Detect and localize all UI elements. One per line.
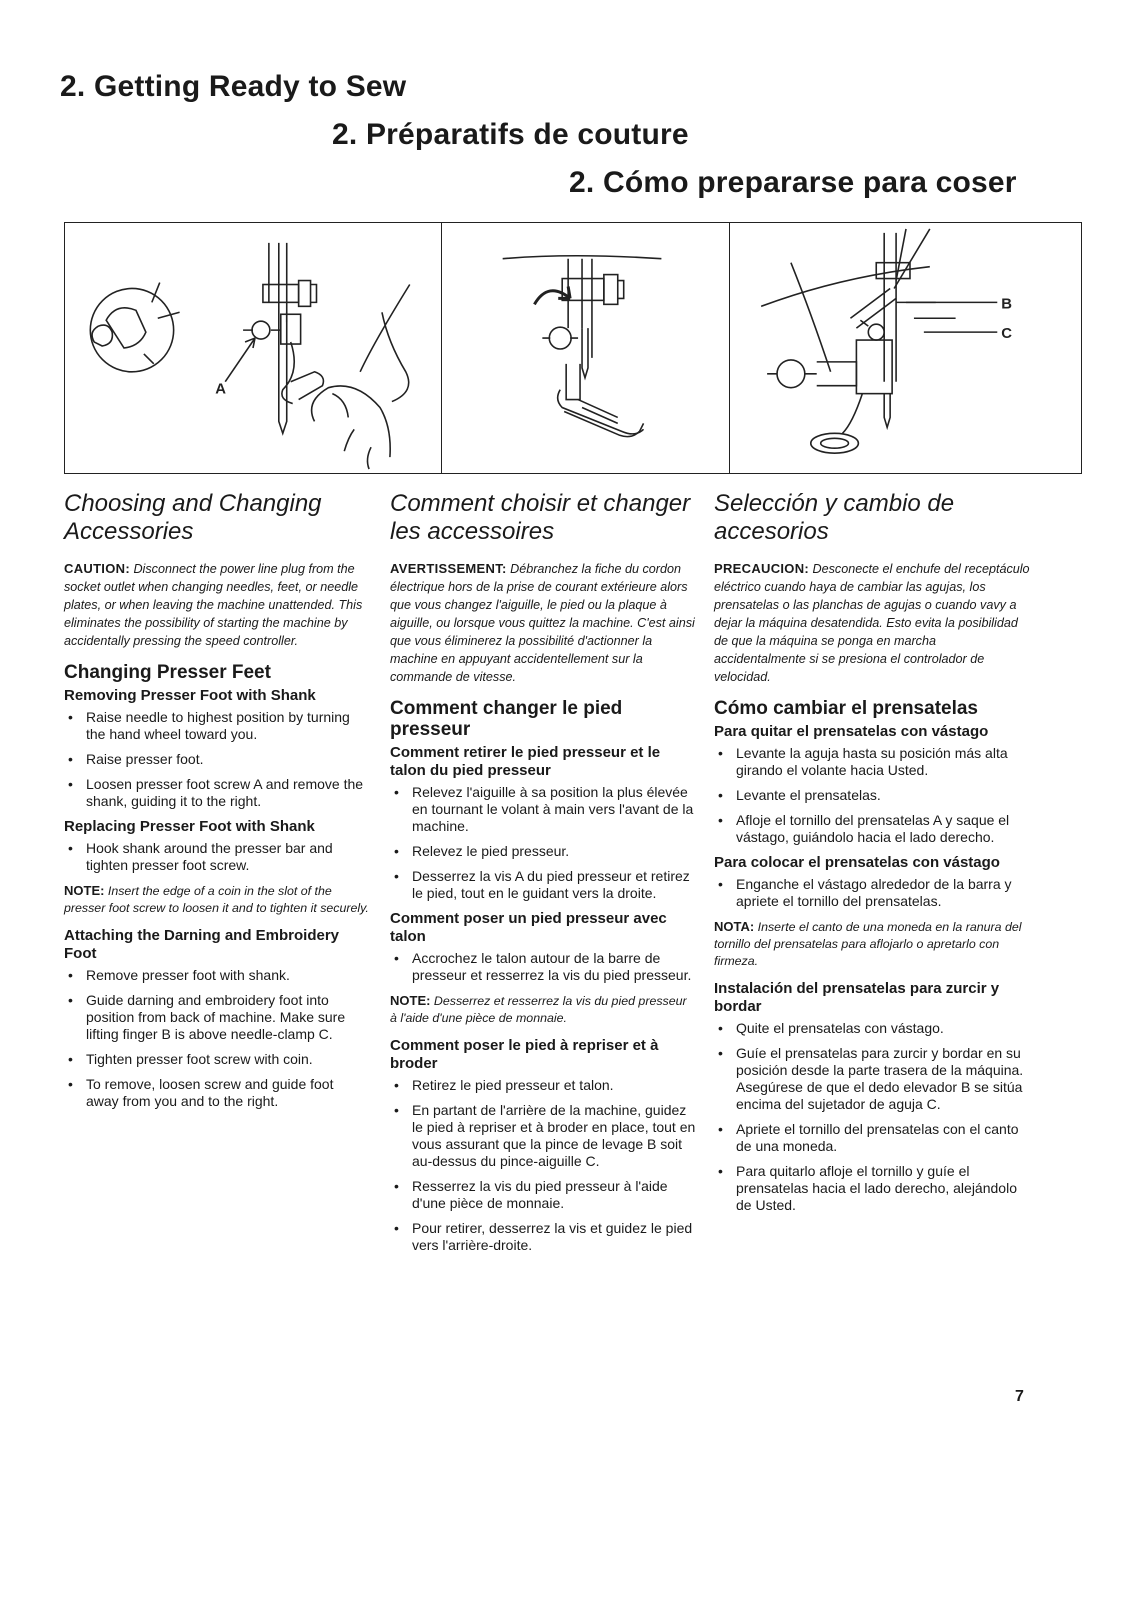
instruction-list	[714, 1020, 1030, 1214]
list-item: • Guide darning and embroidery foot into position from back of machine. Make sure lifting finger B is above needle-clamp C.	[64, 992, 370, 1043]
heading-spanish: 2. Cómo prepararse para coser	[569, 166, 1017, 199]
list-item: • Tighten presser foot screw with coin.	[64, 1051, 370, 1068]
caution-label: PRECAUCION:	[714, 561, 810, 576]
subsection-heading: Para colocar el prensatelas con vástago	[714, 854, 1000, 871]
figure-darning-foot	[729, 223, 1084, 473]
subsection-heading: Comment retirer le pied presseur et le talon du pied presseur	[390, 744, 661, 779]
column-spanish	[714, 490, 1030, 1222]
heading-english: 2. Getting Ready to Sew	[60, 70, 407, 103]
list-item: • Loosen presser foot screw A and remove the shank, guiding it to the right.	[64, 776, 370, 810]
section-title: Comment choisir et changer les accessoires	[390, 490, 691, 545]
section-title: Choosing and Changing Accessories	[64, 490, 322, 545]
heading-french: 2. Préparatifs de couture	[332, 118, 689, 151]
instruction-list	[64, 840, 370, 874]
list-item: • Accrochez le talon autour de la barre de presseur et resserrez la vis du pied presseur.	[390, 950, 696, 984]
list-item: • Hook shank around the presser bar and tighten presser foot screw.	[64, 840, 370, 874]
subsection-heading: Attaching the Darning and Embroidery Foot	[64, 927, 340, 962]
caution-text: Débranchez la fiche du cordon électrique hors de la prise de courant extérieure alors que vous changez l'aiguille, le pied ou la plaque à aiguille, ou lorsque vous quittez la machine. C'est ainsi que vous éliminerez la possibilité d'actionner la machine en appuyant accidentellement sur la commande de vitesse.	[390, 562, 695, 684]
section-title: Selección y cambio de accesorios	[714, 490, 955, 545]
figure-label-b: B	[1001, 296, 1012, 313]
figure-label-c: C	[1001, 326, 1012, 343]
list-item: • Enganche el vástago alrededor de la barra y apriete el tornillo del prensatelas.	[714, 876, 1030, 910]
caution-paragraph	[390, 560, 696, 686]
replace-foot-illustration	[442, 223, 730, 473]
subsection-heading: Replacing Presser Foot with Shank	[64, 818, 315, 835]
caution-label: CAUTION:	[64, 561, 130, 576]
section-heading: Cómo cambiar el prensatelas	[714, 698, 978, 719]
list-item: • To remove, loosen screw and guide foot away from you and to the right.	[64, 1076, 370, 1110]
subsection-heading: Para quitar el prensatelas con vástago	[714, 723, 989, 740]
list-item: • Guíe el prensatelas para zurcir y bordar en su posición desde la parte trasera de la máquina. Asegúrese de que el dedo elevador B se sitúa encima del sujetador de aguja C.	[714, 1045, 1030, 1113]
caution-text: Disconnect the power line plug from the socket outlet when changing needles, feet, or needle plates, or when leaving the machine unattended. This eliminates the possibility of starting the machine by accidentally pressing the speed controller.	[64, 562, 363, 648]
subsection-heading: Comment poser un pied presseur avec talon	[390, 910, 667, 945]
note-paragraph	[714, 918, 1030, 970]
column-french	[390, 490, 696, 1262]
caution-paragraph	[64, 560, 370, 650]
list-item: • En partant de l'arrière de la machine, guidez le pied à repriser et à broder en place, tout en vous assurant que la pince de levage B soit au-dessus du pince-aiguille C.	[390, 1102, 696, 1170]
instruction-list	[390, 1077, 696, 1254]
instruction-list	[714, 745, 1030, 846]
list-item: • Quite el prensatelas con vástago.	[714, 1020, 1030, 1037]
instruction-list	[390, 950, 696, 984]
remove-foot-illustration	[65, 223, 441, 473]
figure-remove-presser-foot	[65, 223, 441, 473]
note-text: Inserte el canto de una moneda en la ranura del tornillo del prensatelas para aflojarlo o apretarlo con firmeza.	[714, 920, 1022, 968]
subsection-heading: Comment poser le pied à repriser et à broder	[390, 1037, 659, 1072]
instruction-list	[714, 876, 1030, 910]
note-text: Insert the edge of a coin in the slot of the presser foot screw to loosen it and to tighten it securely.	[64, 884, 369, 915]
caution-paragraph	[714, 560, 1030, 686]
note-paragraph	[64, 882, 370, 917]
list-item: • Raise needle to highest position by turning the hand wheel toward you.	[64, 709, 370, 743]
note-label: NOTA:	[714, 919, 755, 934]
list-item: • Resserrez la vis du pied presseur à l'aide d'une pièce de monnaie.	[390, 1178, 696, 1212]
instruction-list	[64, 967, 370, 1110]
section-heading: Changing Presser Feet	[64, 662, 271, 683]
list-item: • Para quitarlo afloje el tornillo y guíe el prensatelas hacia el lado derecho, alejándolo de Usted.	[714, 1163, 1030, 1214]
list-item: • Levante la aguja hasta su posición más alta girando el volante hacia Usted.	[714, 745, 1030, 779]
caution-label: AVERTISSEMENT:	[390, 561, 507, 576]
illustration-strip	[64, 222, 1082, 474]
list-item: • Raise presser foot.	[64, 751, 370, 768]
list-item: • Desserrez la vis A du pied presseur et retirez le pied, tout en le guidant vers la droite.	[390, 868, 696, 902]
note-text: Desserrez et resserrez la vis du pied presseur à l'aide d'une pièce de monnaie.	[390, 994, 687, 1025]
list-item: • Remove presser foot with shank.	[64, 967, 370, 984]
page-number: 7	[1015, 1388, 1024, 1405]
list-item: • Apriete el tornillo del prensatelas con el canto de una moneda.	[714, 1121, 1030, 1155]
column-english	[64, 490, 370, 1118]
list-item: • Levante el prensatelas.	[714, 787, 1030, 804]
list-item: • Relevez le pied presseur.	[390, 843, 696, 860]
instruction-list	[390, 784, 696, 902]
figure-label-a: A	[215, 381, 227, 398]
note-label: NOTE:	[64, 883, 105, 898]
list-item: • Relevez l'aiguille à sa position la plus élevée en tournant le volant à main vers l'avant de la machine.	[390, 784, 696, 835]
instruction-list	[64, 709, 370, 810]
note-paragraph	[390, 992, 696, 1027]
list-item: • Pour retirer, desserrez la vis et guidez le pied vers l'arrière-droite.	[390, 1220, 696, 1254]
figure-replace-presser-foot	[441, 223, 730, 473]
darning-foot-illustration	[730, 223, 1084, 473]
section-heading: Comment changer le pied presseur	[390, 698, 623, 740]
note-label: NOTE:	[390, 993, 431, 1008]
list-item: • Afloje el tornillo del prensatelas A y saque el vástago, guiándolo hacia el lado derecho.	[714, 812, 1030, 846]
subsection-heading: Instalación del prensatelas para zurcir y bordar	[714, 980, 1000, 1015]
list-item: • Retirez le pied presseur et talon.	[390, 1077, 696, 1094]
subsection-heading: Removing Presser Foot with Shank	[64, 687, 316, 704]
caution-text: Desconecte el enchufe del receptáculo eléctrico cuando haya de cambiar las agujas, los prensatelas o las planchas de agujas o cuando vavy a dejar la máquina desatendida. Esto evita la posibilidad de que la máquina se ponga en marcha accidentalmente si se presiona el controlador de velocidad.	[714, 562, 1030, 684]
